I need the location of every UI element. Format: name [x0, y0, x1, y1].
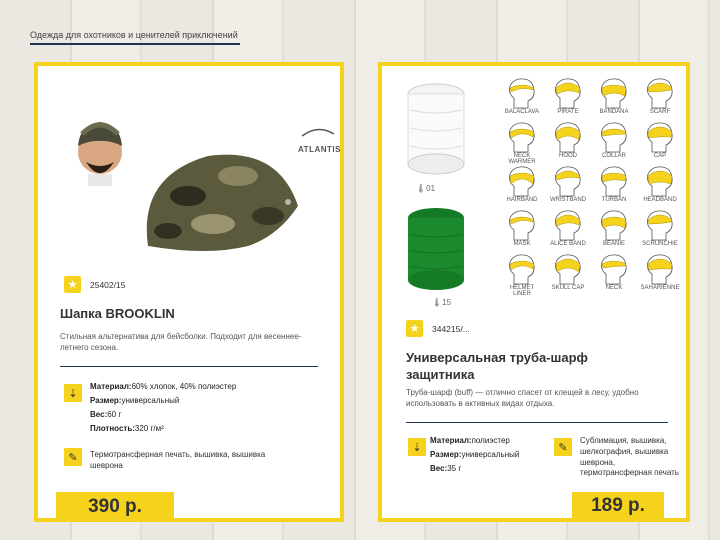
style-cell [546, 252, 590, 294]
spec-weight: Вес:35 г [430, 464, 462, 473]
sku: 25402/15 [90, 280, 126, 290]
print-method-icon: ✎ [64, 448, 82, 466]
head-icon [546, 120, 590, 154]
product-title: Универсальная труба-шарф защитника [406, 350, 588, 382]
style-cell [546, 208, 590, 250]
tagline-underline [30, 43, 240, 45]
head-icon [500, 164, 544, 198]
white-tube-image [406, 80, 466, 180]
spec-size: Размер:универсальный [90, 396, 180, 405]
style-cell [500, 252, 544, 297]
product-card-brooklin[interactable] [34, 62, 344, 522]
head-icon [500, 252, 544, 286]
head-icon [592, 120, 636, 154]
head-icon [546, 252, 590, 286]
print-method-icon: ✎ [554, 438, 572, 456]
style-label: CAP [653, 153, 667, 159]
price-tag[interactable]: 189 р. [572, 492, 664, 520]
brand-logo [298, 126, 341, 156]
style-label: WRISTBAND [550, 197, 586, 203]
style-label: HAIRBAND [506, 197, 538, 203]
style-label: ALICE BAND [550, 241, 586, 247]
style-label: HEADBAND [643, 197, 677, 203]
head-icon [546, 164, 590, 198]
head-icon [638, 76, 682, 110]
style-label: TURBAN [601, 197, 627, 203]
sku: 344215/... [432, 324, 470, 334]
spec-material: Материал:60% хлопок, 40% полиэстер [90, 382, 237, 391]
style-cell [500, 208, 544, 250]
product-card-tube-scarf[interactable] [378, 62, 690, 522]
style-cell [500, 164, 544, 206]
print-methods: Термотрансферная печать, вышивка, вышивка шеврона [90, 450, 266, 470]
specs-icon: ⇣ [64, 384, 82, 402]
divider [60, 366, 318, 367]
style-label: SCARF [649, 109, 671, 115]
head-icon [500, 120, 544, 154]
head-icon [546, 76, 590, 110]
head-icon [500, 208, 544, 242]
style-label: PIRATE [557, 109, 579, 115]
green-color-code: 🌡15 [432, 298, 452, 307]
green-tube-image [406, 206, 466, 296]
spec-weight: Вес:60 г [90, 410, 122, 419]
head-icon [638, 252, 682, 286]
style-label: SKULL CAP [551, 285, 585, 291]
sku-star-icon: ★ [406, 320, 423, 337]
white-color-code: 🌡01 [416, 184, 436, 193]
style-cell [638, 76, 682, 118]
head-icon [592, 252, 636, 286]
product-title: Шапка BROOKLIN [60, 306, 175, 321]
head-icon [592, 164, 636, 198]
style-cell [638, 120, 682, 162]
head-icon [638, 164, 682, 198]
style-cell [592, 252, 636, 294]
style-label: BEANIE [602, 241, 625, 247]
hat-image [128, 136, 308, 266]
divider [406, 422, 668, 423]
wearing-styles-grid [500, 76, 686, 297]
price-tag[interactable]: 390 р. [56, 492, 174, 522]
tagline: Одежда для охотников и ценителей приключений [30, 30, 238, 40]
product-description: Труба-шарф (buff) — отлично спасет от клещей в лесу, удобно использовать в активных видах отдыха. [406, 388, 639, 408]
style-label: SAHARIENNE [640, 285, 680, 291]
brand-name: ATLANTIS [298, 145, 341, 154]
style-label: COLLAR [601, 153, 626, 159]
style-cell [638, 208, 682, 250]
style-label: NECK [605, 285, 623, 291]
style-cell [638, 164, 682, 206]
style-label: BALACLAVA [504, 109, 540, 115]
style-label: NECK WARMER [508, 153, 536, 165]
style-label: MASK [513, 241, 531, 247]
sku-star-icon: ★ [64, 276, 81, 293]
style-cell [592, 120, 636, 162]
style-label: HELMET LINER [509, 285, 535, 297]
head-icon [638, 208, 682, 242]
style-cell [592, 208, 636, 250]
style-label: HOOD [559, 153, 577, 159]
spec-size: Размер:универсальный [430, 450, 520, 459]
style-cell [546, 76, 590, 118]
head-icon [638, 120, 682, 154]
style-cell [638, 252, 682, 294]
print-methods: Сублимация, вышивка, шелкография, вышивка шеврона, термотрансферная печать [580, 436, 679, 478]
style-cell [592, 76, 636, 118]
style-label: BANDANA [599, 109, 629, 115]
spec-density: Плотность:320 г/м² [90, 424, 164, 433]
specs-icon: ⇣ [408, 438, 426, 456]
head-icon [546, 208, 590, 242]
spec-material: Материал:полиэстер [430, 436, 510, 445]
style-cell [546, 164, 590, 206]
spec-list [430, 434, 550, 476]
style-cell [592, 164, 636, 206]
style-cell [500, 76, 544, 118]
style-cell [500, 120, 544, 165]
product-description: Стильная альтернатива для бейсболки. Подходит для весеннее-летнего сезона. [60, 332, 302, 352]
head-icon [592, 76, 636, 110]
spec-list [90, 380, 330, 436]
head-icon [500, 76, 544, 110]
head-icon [592, 208, 636, 242]
style-cell [546, 120, 590, 162]
style-label: SCRUNCHIE [642, 241, 678, 247]
